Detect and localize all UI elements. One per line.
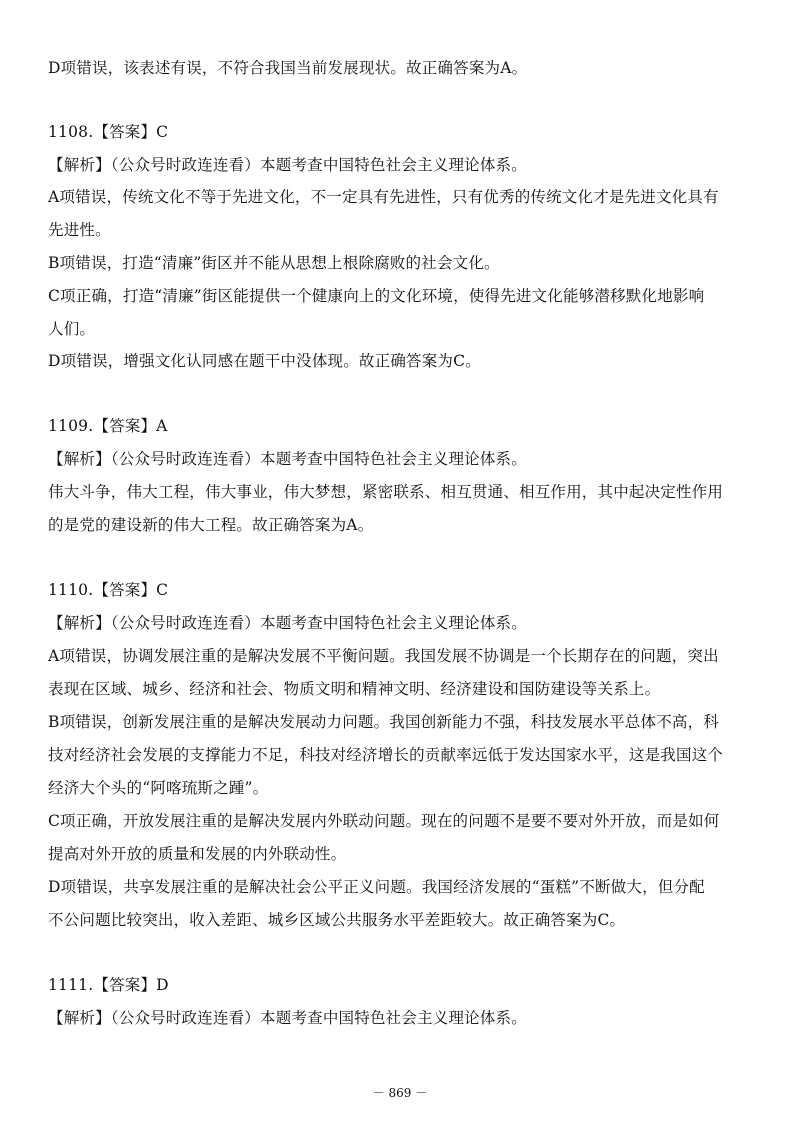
answer-1109-body-line2: 的是党的建设新的伟大工程。故正确答案为A。 — [48, 516, 374, 534]
answer-1110-header: 1110.【答案】C — [48, 581, 169, 599]
answer-1111-header: 1111.【答案】D — [48, 976, 169, 994]
answer-1110-option-d-line1: D项错误，共享发展注重的是解决社会公平正义问题。我国经济发展的“蛋糕”不断做大，但分配 — [48, 878, 705, 896]
answer-1108-option-a-line1: A项错误，传统文化不等于先进文化，不一定具有先进性，只有优秀的传统文化才是先进文化具有 — [48, 188, 719, 206]
answer-1108-option-c-line2: 人们。 — [48, 320, 96, 338]
answer-1109-header: 1109.【答案】A — [48, 417, 168, 435]
answer-1108-analysis: 【解析】（公众号时政连连看）本题考查中国特色社会主义理论体系。 — [48, 156, 527, 174]
answer-1110-option-a-line2: 表现在区域、城乡、经济和社会、物质文明和精神文明、经济建设和国防建设等关系上。 — [48, 680, 661, 698]
answer-1107-option-d: D项错误，该表述有误，不符合我国当前发展现状。故正确答案为A。 — [48, 59, 528, 77]
answer-1110-option-c-line1: C项正确，开放发展注重的是解决发展内外联动问题。现在的问题不是要不要对外开放，而是如何 — [48, 812, 720, 830]
answer-1109-body-line1: 伟大斗争，伟大工程，伟大事业，伟大梦想，紧密联系、相互贯通、相互作用，其中起决定性作用 — [48, 483, 724, 501]
answer-1108-option-a-line2: 先进性。 — [48, 221, 111, 239]
answer-1108-option-d: D项错误，增强文化认同感在题干中没体现。故正确答案为C。 — [48, 352, 481, 370]
answer-1108-header: 1108.【答案】C — [48, 123, 169, 141]
answer-1110-option-b-line2: 技对经济社会发展的支撑能力不足，科技对经济增长的贡献率远低于发达国家水平，这是我国这个 — [48, 746, 724, 764]
answer-1110-option-a-line1: A项错误，协调发展注重的是解决发展不平衡问题。我国发展不协调是一个长期存在的问题，突出 — [48, 647, 719, 665]
answer-1110-option-b-line1: B项错误，创新发展注重的是解决发展动力问题。我国创新能力不强，科技发展水平总体不高，科 — [48, 713, 719, 731]
answer-1108-option-c-line1: C项正确，打造“清廉”街区能提供一个健康向上的文化环境，使得先进文化能够潜移默化地影响 — [48, 287, 705, 305]
answer-1110-option-c-line2: 提高对外开放的质量和发展的内外联动性。 — [48, 845, 347, 863]
answer-1108-option-b: B项错误，打造“清廉”街区并不能从思想上根除腐败的社会文化。 — [48, 254, 500, 272]
answer-1110-option-b-line3: 经济大个头的“阿喀琉斯之踵”。 — [48, 779, 269, 797]
answer-1109-analysis: 【解析】（公众号时政连连看）本题考查中国特色社会主义理论体系。 — [48, 450, 527, 468]
answer-1111-analysis: 【解析】（公众号时政连连看）本题考查中国特色社会主义理论体系。 — [48, 1009, 527, 1027]
answer-1110-analysis: 【解析】（公众号时政连连看）本题考查中国特色社会主义理论体系。 — [48, 614, 527, 632]
page-number: － 869 － — [372, 1086, 428, 1100]
answer-1110-option-d-line2: 不公问题比较突出，收入差距、城乡区域公共服务水平差距较大。故正确答案为C。 — [48, 911, 626, 929]
